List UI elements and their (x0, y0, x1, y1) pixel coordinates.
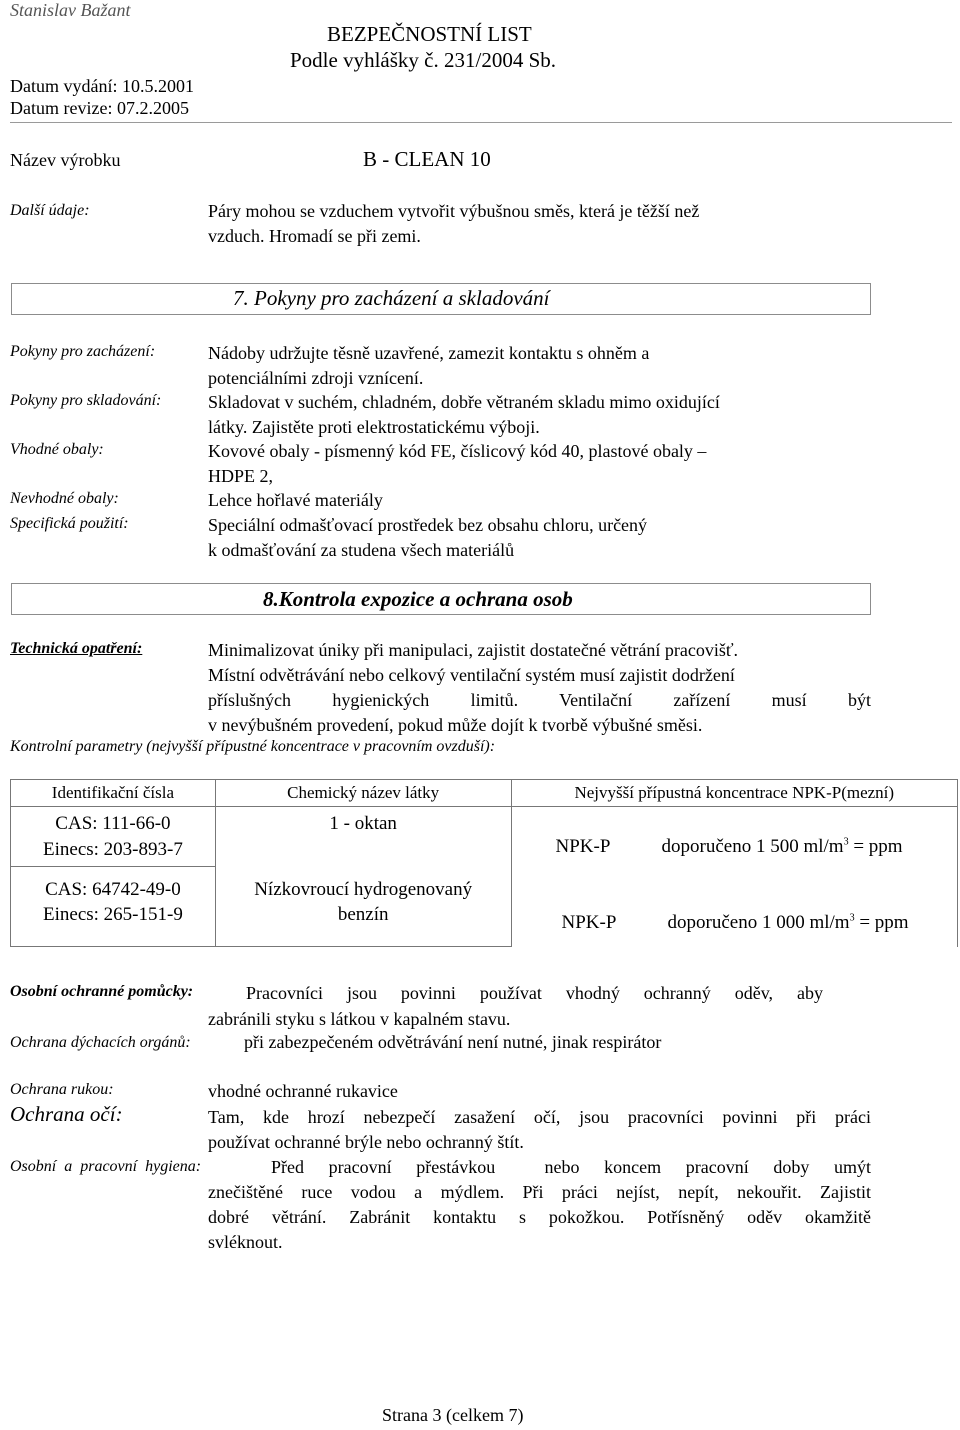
page-number: Strana 3 (celkem 7) (382, 1405, 524, 1425)
ppe-label: Osobní ochranné pomůcky: (10, 983, 194, 1000)
ppe-line-2: zabránili styku s látkou v kapalném stavu. (208, 1009, 511, 1029)
specific-use-line-1: Speciální odmašťovací prostředek bez obsahu chloru, určený (208, 515, 648, 535)
unsuitable-packaging-label: Nevhodné obaly: (10, 490, 119, 507)
hygiene-line-1: Před pracovní přestávkou nebo koncem pracovní doby umýt (271, 1157, 871, 1177)
exposure-limits-table (10, 779, 958, 947)
technical-measures-line-1: Minimalizovat úniky při manipulaci, zajistit dostatečné větrání pracovišť. (208, 640, 739, 660)
regulation-reference: Podle vyhlášky č. 231/2004 Sb. (290, 48, 556, 72)
hygiene-line-4: svléknout. (208, 1232, 283, 1252)
technical-measures-label: Technická opatření: (10, 640, 143, 657)
row-2-npk-value: doporučeno 1 000 $ml/m^3$ = ppm (667, 911, 909, 933)
eye-protection-label: Ochrana očí: (10, 1102, 123, 1126)
storage-line-1: Skladovat v suchém, chladném, dobře větraném skladu mimo oxidující (208, 392, 720, 412)
hand-protection-label: Ochrana rukou: (10, 1081, 114, 1098)
row-2-einecs: Einecs: 265-151-9 (43, 904, 183, 925)
hand-protection-value: vhodné ochranné rukavice (208, 1081, 398, 1101)
header-npk-limit: Nejvyšší přípustná koncentrace NPK-P(mezní) (511, 780, 958, 807)
respiratory-value: při zabezpečeném odvětrávání není nutné, jinak respirátor (244, 1032, 662, 1052)
technical-measures-line-4: v nevýbušném provedení, pokud může dojít k tvorbě výbušné směsi. (208, 715, 703, 735)
row-2-chemical-name: Nízkovroucí hydrogenovaný (254, 878, 473, 900)
storage-line-2: látky. Zajistěte proti elektrostatickému výboji. (208, 417, 540, 437)
author-name: Stanislav Bažant (10, 0, 131, 20)
product-name: B - CLEAN 10 (363, 147, 491, 171)
hygiene-line-2: znečištěné ruce vodou a mýdlem. Při práci nejíst, nepít, nekouřit. Zajistit (208, 1182, 871, 1202)
further-info-line-1: Páry mohou se vzduchem vytvořit výbušnou směs, která je těžší než (208, 201, 700, 221)
further-info-label: Další údaje: (10, 202, 90, 219)
specific-use-label: Specifická použití: (10, 515, 129, 532)
suitable-packaging-line-1: Kovové obaly - písmenný kód FE, číslicový kód 40, plastové obaly – (208, 441, 707, 461)
header-identification: Identifikační čísla (11, 780, 216, 807)
specific-use-line-2: k odmašťování za studena všech materiálů (208, 540, 515, 560)
respiratory-label: Ochrana dýchacích orgánů: (10, 1034, 191, 1051)
table-row (11, 807, 958, 867)
storage-label: Pokyny pro skladování: (10, 392, 162, 409)
ppe-line-1: Pracovníci jsou povinni používat vhodný ochranný oděv, aby (246, 983, 823, 1003)
eye-protection-line-1: Tam, kde hrozí nebezpečí zasažení očí, jsou pracovníci povinni při práci (208, 1107, 871, 1127)
product-label: Název výrobku (10, 150, 121, 170)
row-1-npk-label: NPK-P (555, 836, 611, 857)
issue-date: Datum vydání: 10.5.2001 (10, 76, 194, 96)
row-1-einecs: Einecs: 203-893-7 (43, 839, 183, 860)
handling-label: Pokyny pro zacházení: (10, 343, 156, 360)
revision-date: Datum revize: 07.2.2005 (10, 98, 189, 118)
document-title: BEZPEČNOSTNÍ LIST (327, 22, 532, 46)
header-divider (10, 122, 952, 123)
row-1-chemical-name: 1 - oktan (329, 813, 397, 834)
suitable-packaging-line-2: HDPE 2, (208, 466, 274, 486)
row-2-npk-label: NPK-P (561, 911, 617, 933)
row-1-npk-value: doporučeno 1 500 $ml/m^3$ = ppm (661, 836, 903, 857)
handling-line-1: Nádoby udržujte těsně uzavřené, zamezit kontaktu s ohněm a (208, 343, 650, 363)
hygiene-label: Osobní a pracovní hygiena: (10, 1158, 202, 1175)
section-7-title: 7. Pokyny pro zacházení a skladování (233, 286, 550, 310)
row-2-chemical-name-cont: benzín (337, 903, 389, 925)
table-header-row (11, 780, 958, 807)
hygiene-line-3: dobré větrání. Zabránit kontaktu s pokožkou. Potřísněný oděv okamžitě (208, 1207, 871, 1227)
section-8-title: 8.Kontrola expozice a ochrana osob (263, 587, 573, 611)
handling-line-2: potenciálními zdroji vznícení. (208, 368, 424, 388)
technical-measures-line-2: Místní odvětrávání nebo celkový ventilační systém musí zajistit dodržení (208, 665, 735, 685)
header-chemical-name: Chemický název látky (215, 780, 511, 807)
suitable-packaging-label: Vhodné obaly: (10, 441, 104, 458)
table-row (11, 867, 958, 947)
technical-measures-line-3: příslušných hygienických limitů. Ventilační zařízení musí být (208, 690, 871, 710)
further-info-line-2: vzduch. Hromadí se při zemi. (208, 226, 421, 246)
row-1-cas: CAS: 111-66-0 (55, 813, 171, 834)
eye-protection-line-2: používat ochranné brýle nebo ochranný štít. (208, 1132, 524, 1152)
control-parameters-label: Kontrolní parametry (nejvyšší přípustné koncentrace v pracovním ovzduší): (10, 738, 496, 755)
row-2-cas: CAS: 64742-49-0 (45, 879, 181, 900)
unsuitable-packaging-value: Lehce hořlavé materiály (208, 490, 383, 510)
